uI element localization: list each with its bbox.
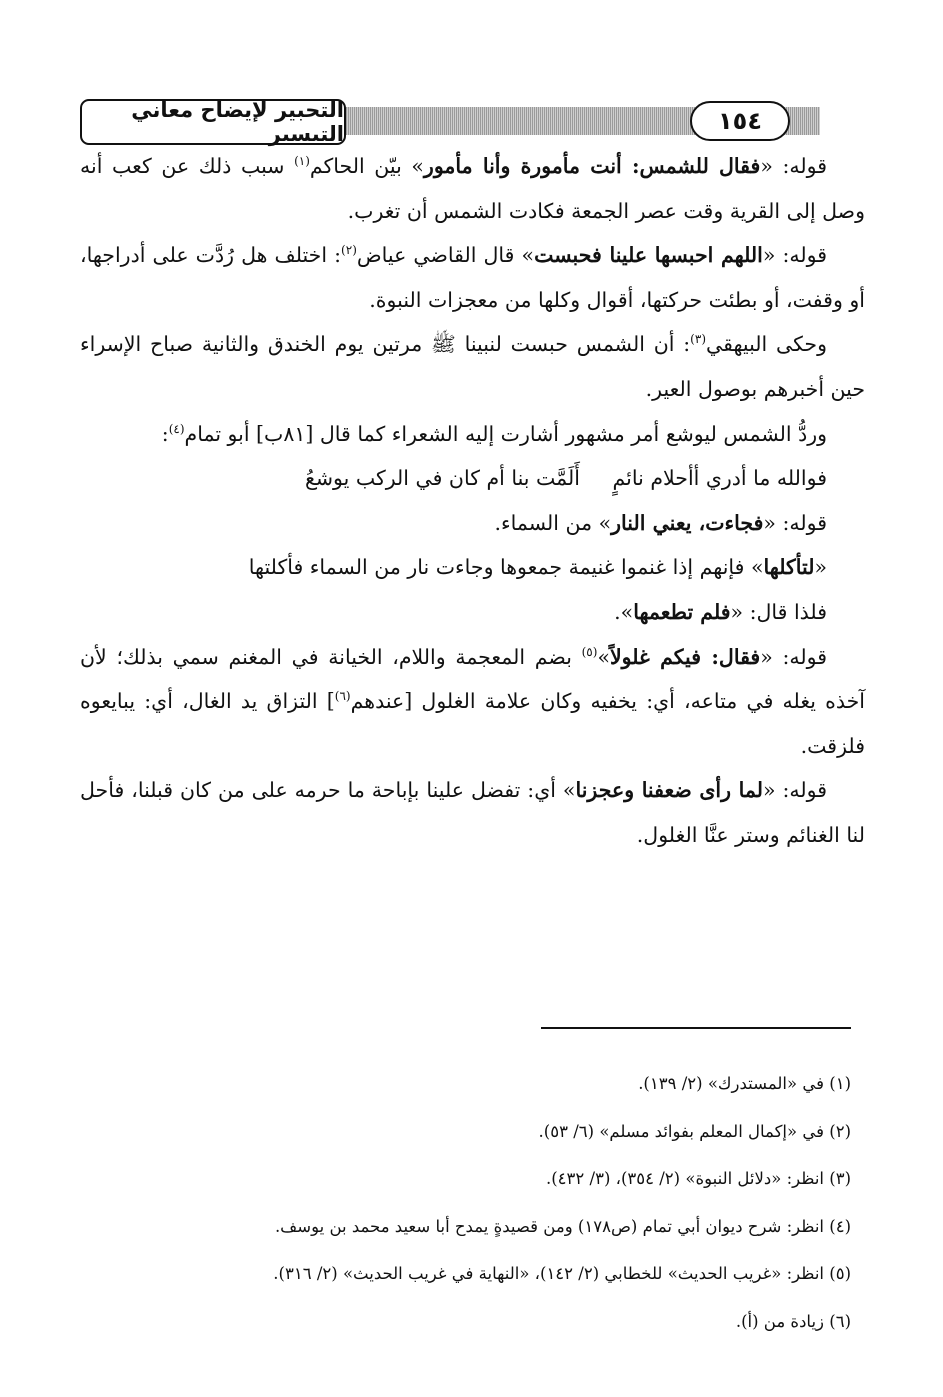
footnote: (٣) انظر: «دلائل النبوة» (٢/ ٣٥٤)، (٣/ ٤٣٢). [545, 1169, 851, 1188]
footnote: (١) في «المستدرك» (٢/ ١٣٩). [638, 1074, 851, 1093]
footnote-ref: (٦) [334, 689, 351, 704]
paragraph: «لتأكلها» فإنهم إذا غنموا غنيمة جمعوها وجاءت نار من السماء فأكلتها [248, 555, 827, 580]
footnote-separator [541, 1027, 851, 1029]
poetry-verse: فوالله ما أدري أأحلام نائمٍ أَلَمَّت بنا أم كان في الركب يوشعُ [304, 466, 827, 491]
footnote: (٥) انظر: «غريب الحديث» للخطابي (٢/ ١٤٢)، «النهاية في غريب الحديث» (٢/ ٣١٦). [273, 1264, 851, 1283]
quoted-hadith: لما رأى ضعفنا وعجزنا [575, 778, 763, 803]
paragraph: قوله: «اللهم احبسها علينا فحبست» قال القاضي عياض$^{(٢)}$: اختلف هل رُدَّت على أدراجها، أو وقفت، أو بطئت حركتها، أقوال وكلها من معجزات النبوة. [80, 243, 865, 312]
paragraph: وحكى البيهقي$^{(٣)}$: أن الشمس حبست لنبينا ﷺ مرتين يوم الخندق والثانية صباح الإسراء حين أخبرهم بوصول العير. [80, 332, 865, 401]
quoted-hadith: فلم تطعمها [633, 599, 731, 624]
footnote-ref: (٣) [690, 332, 706, 347]
footnote: (٢) في «إكمال المعلم بفوائد مسلم» (٦/ ٥٣). [538, 1121, 851, 1141]
footnotes [131, 1060, 851, 1345]
page-header [70, 95, 850, 147]
paragraph: قوله: «لما رأى ضعفنا وعجزنا» أي: تفضل علينا بإباحة ما حرمه على من كان قبلنا، فأحل لنا الغنائم وستر عنَّا الغلول. [80, 778, 865, 847]
quoted-hadith: فجاءت، يعني النار [611, 510, 764, 535]
footnote: (٤) انظر: شرح ديوان أبي تمام (ص١٧٨) ومن قصيدةٍ يمدح أبا سعيد محمد بن يوسف. [274, 1216, 851, 1236]
footnote-ref: (٥) [581, 644, 598, 659]
footnote: (٦) زيادة من (أ). [735, 1311, 851, 1331]
paragraph: قوله: «فقال: فيكم غلولاً»$^{(٥)}$ بضم المعجمة واللام، الخيانة في المغنم سمي بذلك؛ لأن آخذه يغله في متاعه، أي: يخفيه وكان علامة الغلول [عندهم$^{(٦)}$] التزاق يد الغال، أي: يبايعوه فلزقت. [80, 644, 865, 758]
quoted-hadith: فقال: فيكم غلولاً [609, 644, 761, 669]
running-title: التحبير لإيضاح معاني التيسير [80, 99, 346, 145]
main-text [80, 144, 865, 858]
paragraph: وردُّ الشمس ليوشع أمر مشهور أشارت إليه الشعراء كما قال [٨١ب] أبو تمام$^{(٤)}$: [161, 421, 827, 446]
quoted-hadith: اللهم احبسها علينا فحبست [534, 243, 763, 268]
paragraph: قوله: «فجاءت، يعني النار» من السماء. [494, 510, 827, 535]
paragraph: فلذا قال: «فلم تطعمها». [614, 599, 827, 624]
footnote-ref: (٤) [168, 421, 185, 436]
quoted-hadith: لتأكلها [763, 555, 815, 580]
page-number: ١٥٤ [690, 101, 790, 141]
footnote-ref: (١) [294, 154, 310, 169]
quoted-hadith: فقال للشمس: أنت مأمورة وأنا مأمور [423, 154, 761, 178]
paragraph: قوله: «فقال للشمس: أنت مأمورة وأنا مأمور» بيّن الحاكم$^{(١)}$ سبب ذلك عن كعب أنه وصل إلى القرية وقت عصر الجمعة فكادت الشمس أن تغرب. [80, 154, 865, 223]
footnote-ref: (٢) [341, 243, 357, 258]
